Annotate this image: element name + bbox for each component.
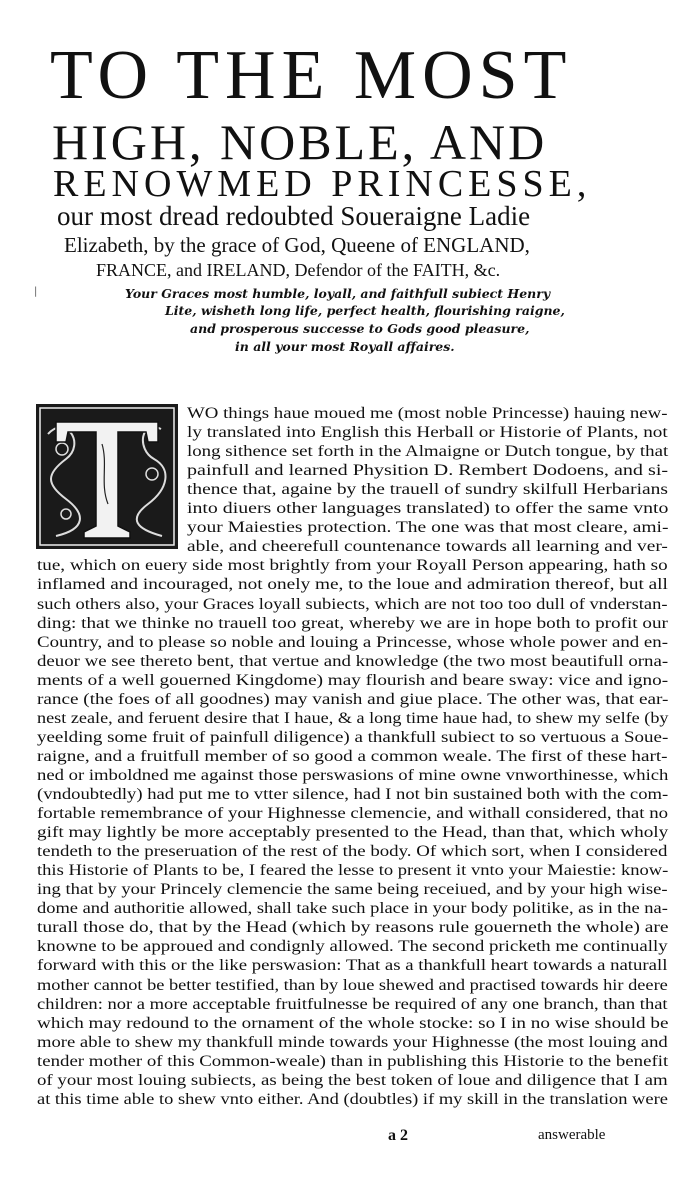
body-line: turall those do, that by the Head (which by reasons rule gouerneth the whole) are — [37, 919, 669, 937]
body-line: dome and authoritie allowed, shall take such place in your body politike, as in the na- — [37, 900, 668, 918]
title-line-4: our most dread redoubted Soueraigne Ladie — [57, 201, 531, 231]
body-line: ding: that we thinke no trauell too great, whereby we are in hope both to profit our — [37, 614, 668, 632]
body-line: Country, and to please so noble and louing a Princesse, whose whole power and en- — [37, 633, 669, 651]
body-line: raigne, and a fruitfull member of so good a common weale. The first of these hart- — [37, 747, 668, 765]
dedication-line-4: in all your most Royall affaires. — [235, 339, 455, 354]
body-line: WO things haue moued me (most noble Princesse) hauing new- — [187, 405, 668, 422]
body-line: more able to shew my thankfull minde towards your Highnesse (the most louing and — [37, 1033, 668, 1051]
body-line: long sithence set forth in the Almaigne or Dutch tongue, by that — [187, 443, 669, 461]
body-line: yeelding some fruit of painfull diligence) a thankfull subiect to so vertuous a Soue- — [37, 728, 669, 746]
title-line-1: TO THE MOST — [50, 37, 573, 114]
body-line: inflamed and incouraged, not onely me, to the loue and admiration thereof, but all — [37, 576, 668, 594]
body-line: forward with this or the like perswasion: That as a thankfull heart towards a naturall — [37, 957, 668, 975]
body-line: fortable remembrance of your Highnesse clemencie, and withall considered, that no — [37, 805, 669, 823]
body-line: such others also, your Graces loyall subiects, which are not too too dull of vnderstan- — [37, 595, 668, 613]
body-line: of your most louing subiects, as being the best token of loue and diligence that I am — [37, 1071, 668, 1089]
title-line-5: Elizabeth, by the grace of God, Queene of ENGLAND, — [64, 233, 530, 257]
margin-mark: | — [34, 286, 38, 297]
dedication-line-2: Lite, wisheth long life, perfect health, flourishing raigne, — [165, 303, 565, 318]
body-line: (vndoubtedly) had put me to vtter silence, had I not bin sustained both with the com- — [37, 786, 669, 803]
body-line: tendeth to the preseruation of the rest of the body. Of which sort, when I considered — [37, 843, 668, 861]
body-line: your Maiesties protection. The one was that most cleare, ami- — [187, 519, 669, 537]
body-line: able, and cheerefull countenance towards all learning and ver- — [187, 538, 668, 556]
catchword: answerable — [538, 1127, 606, 1143]
body-line: tender mother of this Common-weale) than in publishing this Historie to the benefit — [37, 1052, 669, 1070]
title-line-6: FRANCE, and IRELAND, Defendor of the FAITH, &c. — [96, 260, 501, 280]
body-line: mother cannot be better testified, than by loue shewed and practised towards hir deere — [37, 976, 668, 994]
body-line: ned or imboldned me against those perswasions of mine owne vnworthinesse, which — [37, 766, 669, 784]
body-line: at this time able to shew vnto either. And (doubtles) if my skill in the translation were — [37, 1090, 668, 1108]
body-line: this Historie of Plants to be, I feared the lesse to present it vnto your Maiestie: know- — [37, 862, 669, 880]
body-line: children: nor a more acceptable fruitfulnesse be required of any one branch, than that — [37, 995, 668, 1013]
body-line: deuor we see thereto bent, that vertue and knowledge (the two most beautifull orna- — [37, 652, 669, 670]
body-line: gift may lightly be more acceptably presented to the Head, than that, which wholy — [37, 824, 669, 842]
body-line: into diuers other languages translated) to offer the same vnto — [187, 500, 669, 518]
body-line: ing that by your Princely clemencie the same being receiued, and by your high wise- — [37, 881, 668, 899]
body-line: which may redound to the ornament of the whole stocke: so I in no wise should be — [37, 1014, 669, 1032]
dedication-line-3: and prosperous successe to Gods good pleasure, — [190, 321, 530, 336]
body-line: nest zeale, and feruent desire that I haue, & a long time haue had, to shew my selfe (by — [37, 709, 669, 727]
decorated-initial-ornament-icon — [36, 404, 178, 549]
body-line: painfull and learned Physition D. Rembert Dodoens, and si- — [187, 462, 669, 480]
decorated-initial — [36, 404, 178, 549]
title-line-3: RENOWMED PRINCESSE, — [53, 163, 592, 205]
body-line: thence that, againe by the trauell of sundry skilfull Herbarians — [187, 481, 668, 499]
signature-mark: a 2 — [388, 1127, 408, 1144]
body-line: knowne to be approued and condignly allowed. The second pricketh me continually — [37, 938, 668, 956]
title-line-2: HIGH, NOBLE, AND — [52, 114, 548, 170]
body-line: rance (the foes of all goodnes) may vanish and giue place. The other was, that ear- — [37, 690, 669, 708]
body-line: ments of a well gouerned Kingdome) may flourish and beare sway: vice and igno- — [37, 671, 669, 689]
dedication-line-1: Your Graces most humble, loyall, and faithfull subiect Henry — [125, 286, 551, 301]
body-line: tue, which on euery side most brightly from your Royall Person appearing, hath so — [37, 557, 668, 575]
body-line: ly translated into English this Herball or Historie of Plants, not — [187, 424, 668, 442]
